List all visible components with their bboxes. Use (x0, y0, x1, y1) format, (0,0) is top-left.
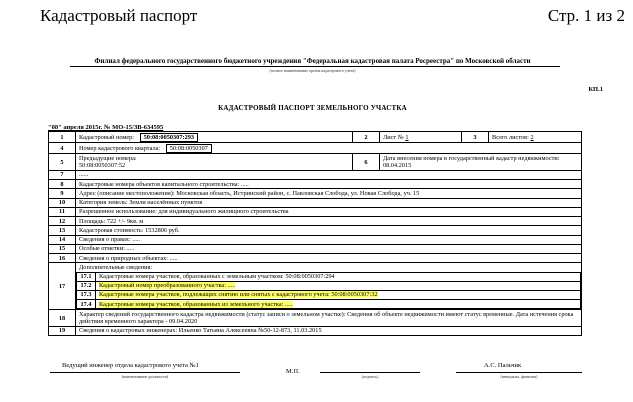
table-row (49, 189, 582, 198)
total-sheets-cell (489, 132, 582, 143)
entry-date-cell (380, 154, 582, 170)
row-number: 17.1 (77, 272, 96, 281)
row-number: 5 (49, 154, 76, 170)
area-text: Площадь: 722 +/- 9кв. м (76, 217, 582, 226)
quarter-label: Номер кадастрового квартала: (79, 144, 161, 152)
row-text (96, 300, 581, 309)
table-row (49, 180, 582, 189)
permitted-use-text: Разрешенное использование: для индивидуального жилищного строительства (76, 207, 582, 216)
row-number: 3 (462, 132, 489, 143)
table-row (77, 281, 581, 290)
signature-line (320, 372, 420, 373)
table-row (49, 154, 582, 170)
name-note: (инициалы, фамилия) (500, 374, 538, 379)
sheet-cell (380, 132, 462, 143)
row-number: 4 (49, 143, 76, 154)
position-note: (наименование должности) (121, 374, 169, 379)
signature-line (456, 372, 582, 373)
row-number: 15 (49, 244, 76, 253)
highlighted-text: Кадастровые номера участков, подлежащих снятию или снятых с кадастрового учета: 50:08:0050307:32 (99, 291, 378, 299)
sheet-label: Лист № (383, 133, 404, 141)
row-number: 7 (49, 170, 76, 179)
row-number: 1 (49, 132, 76, 143)
natural-objects-text: Сведения о природных объектах: ..... (76, 254, 582, 263)
previous-numbers-cell (76, 154, 353, 170)
cadastral-number-label: Кадастровый номер: (79, 133, 135, 141)
record-status-text: Характер сведений государственного кадастра недвижимости (статус записи о земельном участке): Сведения об объекте недвижимости имеют статус временные. Дата истечения срока действия временного характера - 09.04.2020 (76, 310, 582, 326)
header-doc-title: Кадастровый паспорт (40, 6, 198, 25)
divider (70, 66, 560, 67)
table-row (49, 198, 582, 207)
row-number: 17.2 (77, 281, 96, 290)
row-number: 2 (353, 132, 380, 143)
additional-info-title: Дополнительные сведения: (79, 263, 153, 271)
page-indicator: Стр. 1 из 2 (547, 6, 625, 25)
row-number: 8 (49, 180, 76, 189)
row-number: 18 (49, 310, 76, 326)
row-text: Кадастровые номера объектов капитального строительства: ..... (76, 180, 582, 189)
land-category-text: Категория земель: Земли населённых пунктов (76, 198, 582, 207)
table-row (49, 170, 582, 179)
row-number: 9 (49, 189, 76, 198)
row-number: 12 (49, 217, 76, 226)
sheet-value: 1 (405, 133, 409, 141)
row-number: 17 (49, 263, 76, 310)
table-row (49, 143, 582, 154)
cadastral-number-cell (76, 132, 353, 143)
special-marks-text: Особые отметки: ..... (76, 244, 582, 253)
entry-date-label: Дата внесения номера в государственный кадастр недвижимости: (383, 154, 560, 162)
signatory-position: Ведущий инженер отдела кадастрового учета №1 (62, 362, 200, 369)
document-title: КАДАСТРОВЫЙ ПАСПОРТ ЗЕМЕЛЬНОГО УЧАСТКА (218, 104, 407, 112)
table-row (49, 254, 582, 263)
row-text: ...... (76, 170, 582, 179)
form-code: КП.1 (588, 86, 603, 93)
previous-numbers-value: 50:08:0050307:52 (79, 162, 126, 170)
row-number: 17.4 (77, 300, 96, 309)
row-number: 16 (49, 254, 76, 263)
row-number: 17.3 (77, 290, 96, 299)
quarter-cell (76, 143, 582, 154)
row-number: 14 (49, 235, 76, 244)
quarter-value: 50:08:0050307 (166, 144, 212, 153)
row-number: 13 (49, 226, 76, 235)
table-row (49, 326, 582, 335)
entry-date-value: 08.04.2015 (383, 162, 412, 170)
signature-line (50, 372, 240, 373)
table-row (49, 217, 582, 226)
organization-note: (полное наименование органа кадастрового учета) (269, 68, 356, 73)
stamp-label: М.П. (286, 368, 300, 375)
highlighted-text: Кадастровые номера участков, образованных из земельного участка: ..... (99, 300, 293, 308)
organization-name: Филиал федерального государственного бюджетного учреждения "Федеральная кадастровая палата Росреестра" по Московской области (94, 57, 531, 65)
row-text (96, 290, 581, 299)
passport-table (48, 131, 582, 336)
table-row (49, 132, 582, 143)
table-row (77, 290, 581, 299)
signature-note: (подпись) (361, 374, 379, 379)
previous-numbers-label: Предыдущие номера: (79, 154, 137, 162)
table-row (77, 272, 581, 281)
row-text: Кадастровые номера участков, образованных с земельным участком: 50:08:0050307:294 (96, 272, 581, 281)
total-sheets-label: Всего листов: (492, 133, 529, 141)
table-row (49, 263, 582, 310)
table-row (49, 226, 582, 235)
address-text: Адрес (описание местоположения): Московская область, Истринский район, с. Павловская Слобода, ул. Новая Слобода, уч. 15 (76, 189, 582, 198)
table-row (49, 235, 582, 244)
table-row (49, 207, 582, 216)
table-row (49, 310, 582, 326)
row-number: 10 (49, 198, 76, 207)
table-row (77, 300, 581, 309)
additional-info-table (76, 272, 581, 310)
total-sheets-value: 2 (530, 133, 534, 141)
row-text (96, 281, 581, 290)
row-number: 6 (353, 154, 380, 170)
cadastral-number-value: 50:08:0050307:293 (140, 133, 198, 142)
highlighted-text: Кадастровый номер преобразованного участка: ..... (99, 282, 236, 290)
table-row (49, 244, 582, 253)
row-number: 11 (49, 207, 76, 216)
additional-info-cell (76, 263, 582, 310)
rights-text: Сведения о правах: ..... (76, 235, 582, 244)
row-number: 19 (49, 326, 76, 335)
cadastral-value-text: Кадастровая стоимость: 1532806 руб. (76, 226, 582, 235)
signatory-name: А.С. Пальчик (484, 362, 522, 369)
date-number-line: "08" апреля 2015г. № МО-15/ЗВ-634595 (48, 124, 164, 131)
engineers-text: Сведения о кадастровых инженерах: Ильенко Татьяна Алексеевна №50-12-873, 11.03.2015 (76, 326, 582, 335)
